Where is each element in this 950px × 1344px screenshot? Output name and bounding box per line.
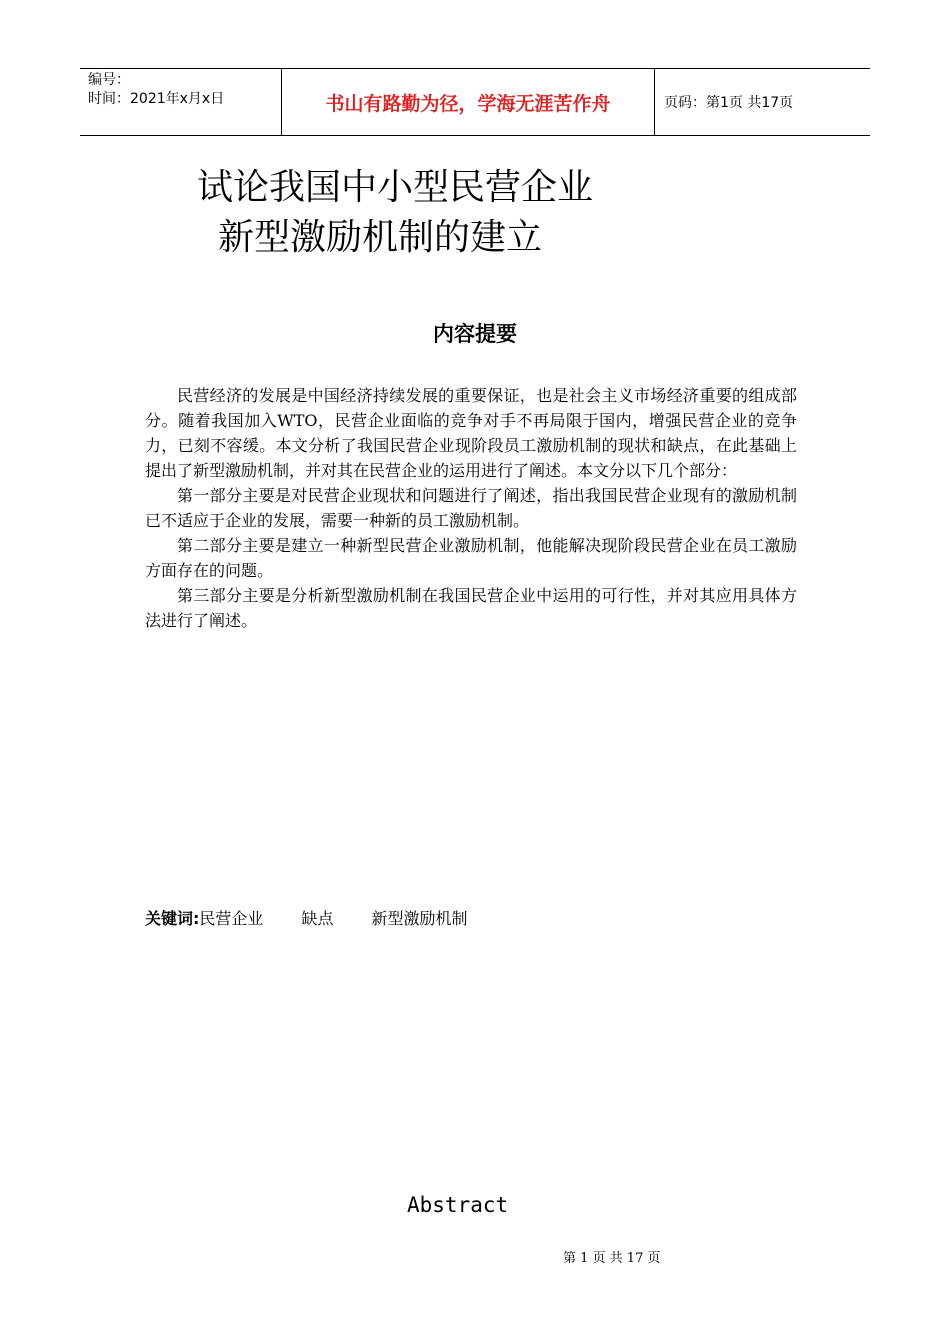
keyword-item: 民营企业: [199, 909, 264, 928]
page-footer: 第 1 页 共 17 页: [563, 1251, 661, 1266]
abstract-paragraph: 第二部分主要是建立一种新型民营企业激励机制，他能解决现阶段民营企业在员工激励方面存在的问题。: [145, 536, 797, 580]
document-date: 时间：2021年x月x日: [88, 91, 225, 107]
abstract-heading: 内容提要: [433, 322, 517, 346]
document-title-line1: 试论我国中小型民营企业: [197, 167, 594, 208]
abstract-paragraph: 第三部分主要是分析新型激励机制在我国民营企业中运用的可行性，并对其应用具体方法进行了阐述。: [145, 586, 797, 630]
page-header: [80, 68, 870, 136]
keyword-item: 缺点: [301, 909, 334, 928]
header-page-info: 页码：第1页 共17页: [664, 95, 794, 111]
header-motto: 书山有路勤为径，学海无涯苦作舟: [325, 92, 611, 115]
document-number-label: 编号：: [88, 72, 130, 88]
document-title-line2: 新型激励机制的建立: [218, 217, 543, 258]
abstract-paragraph: 民营经济的发展是中国经济持续发展的重要保证，也是社会主义市场经济重要的组成部分。随着我国加入WTO，民营企业面临的竞争对手不再局限于国内，增强民营企业的竞争力，已刻不容缓。本文分析了我国民营企业现阶段员工激励机制的现状和缺点，在此基础上提出了新型激励机制，并对其在民营企业的运用进行了阐述。本文分以下几个部分：: [145, 386, 797, 480]
header-meta: [88, 71, 280, 109]
keywords-colon: :: [193, 909, 200, 928]
abstract-english-heading: Abstract: [407, 1193, 509, 1217]
header-divider-right: [654, 69, 655, 135]
keywords-label: 关键词: [145, 909, 194, 928]
abstract-body: [145, 383, 797, 633]
keywords-line: [145, 906, 467, 929]
abstract-paragraph: 第一部分主要是对民营企业现状和问题进行了阐述，指出我国民营企业现有的激励机制已不适应于企业的发展，需要一种新的员工激励机制。: [145, 486, 797, 530]
keyword-item: 新型激励机制: [371, 909, 468, 928]
